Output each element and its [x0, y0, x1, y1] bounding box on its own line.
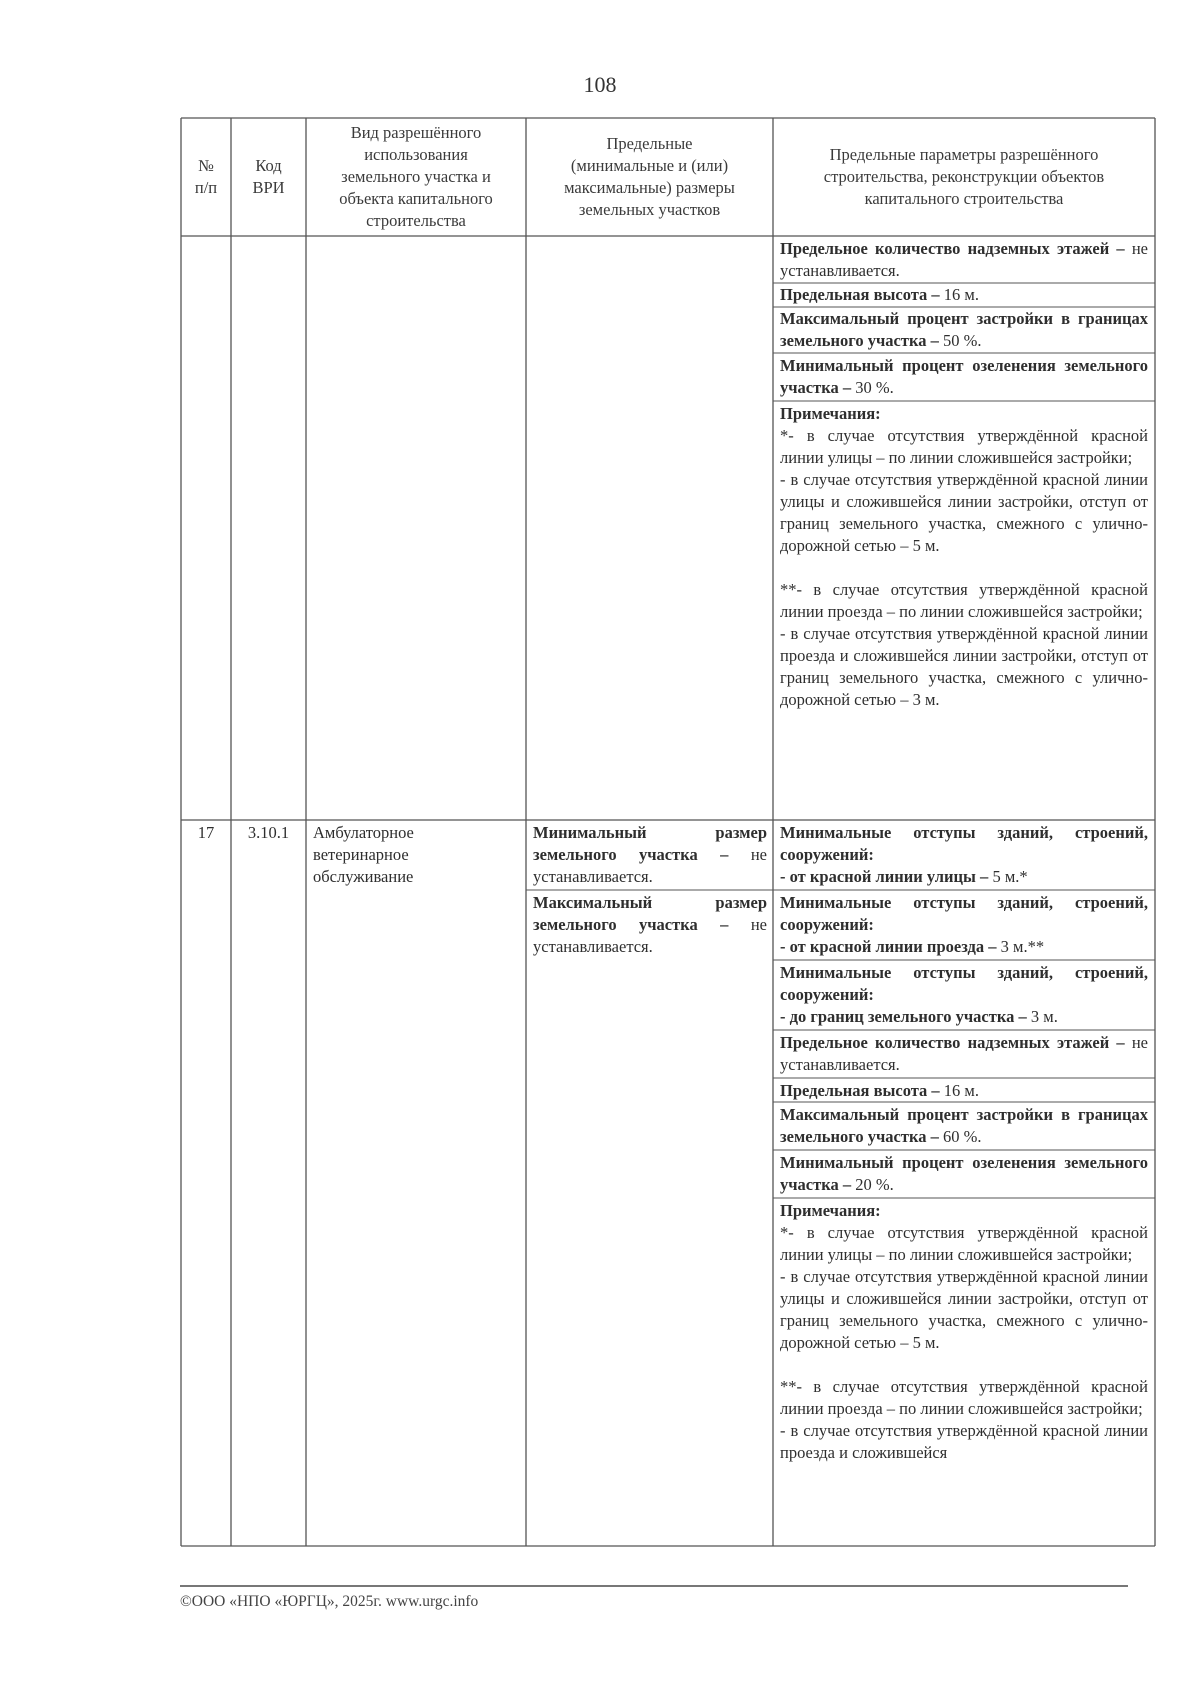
- footer-copyright: ©ООО «НПО «ЮРГЦ», 2025г. www.urgc.info: [180, 1593, 479, 1610]
- note-street-setback: - в случае отсутствия утверждённой красной линии улицы и сложившейся линии застройки, отступ от границ земельного участка, смежного с улично-дорожной сетью – 5 м.: [780, 1267, 1148, 1352]
- param-setback-street: Минимальные отступы зданий, строений, сооружений: - от красной линии улицы – 5 м.*: [780, 823, 1148, 886]
- param-setback-boundary: Минимальные отступы зданий, строений, сооружений: - до границ земельного участка – 3 м.: [780, 963, 1148, 1026]
- param-max-coverage: Максимальный процент застройки в границах земельного участка – 50 %.: [780, 309, 1148, 350]
- header-code: Код ВРИ: [252, 156, 285, 197]
- header-kind: Вид разрешённого использования земельного участка и объекта капитального строительства: [339, 123, 493, 230]
- size-min: Минимальный размер земельного участка – не устанавливается.: [533, 823, 767, 886]
- param-min-greening: Минимальный процент озеленения земельного участка – 30 %.: [780, 356, 1148, 397]
- size-max: Максимальный размер земельного участка – не устанавливается.: [533, 893, 767, 956]
- row-kind: Амбулаторное ветеринарное обслуживание: [313, 823, 414, 886]
- param-floors: Предельное количество надземных этажей – не устанавливается.: [780, 1033, 1148, 1074]
- param-height: Предельная высота – 16 м.: [780, 1081, 979, 1100]
- notes-block: [780, 403, 1148, 711]
- note-street-red-line: *- в случае отсутствия утверждённой красной линии улицы – по линии сложившейся застройки;: [780, 1223, 1148, 1264]
- page-number: 108: [583, 72, 617, 97]
- notes-block: [780, 1200, 1148, 1464]
- param-height: Предельная высота – 16 м.: [780, 285, 979, 304]
- header-num: № п/п: [194, 156, 218, 197]
- header-params: Предельные параметры разрешённого строительства, реконструкции объектов капитального строительства: [823, 145, 1105, 208]
- notes-title: Примечания:: [780, 1201, 881, 1220]
- notes-title: Примечания:: [780, 404, 881, 423]
- header-sizes: Предельные (минимальные и (или) максимальные) размеры земельных участков: [564, 134, 735, 219]
- param-setback-driveway: Минимальные отступы зданий, строений, сооружений: - от красной линии проезда – 3 м.**: [780, 893, 1148, 956]
- param-max-coverage: Максимальный процент застройки в границах земельного участка – 60 %.: [780, 1105, 1148, 1146]
- note-driveway-red-line: **- в случае отсутствия утверждённой красной линии проезда – по линии сложившейся застройки;: [780, 580, 1148, 621]
- row-code: 3.10.1: [247, 823, 290, 842]
- note-street-red-line: *- в случае отсутствия утверждённой красной линии улицы – по линии сложившейся застройки;: [780, 426, 1148, 467]
- row-number: 17: [197, 823, 215, 842]
- note-street-setback: - в случае отсутствия утверждённой красной линии улицы и сложившейся линии застройки, отступ от границ земельного участка, смежного с улично-дорожной сетью – 5 м.: [780, 470, 1148, 555]
- param-floors: Предельное количество надземных этажей – не устанавливается.: [780, 239, 1148, 280]
- note-driveway-setback: - в случае отсутствия утверждённой красной линии проезда и сложившейся линии застройки, отступ от границ земельного участка, смежного с улично-дорожной сетью – 3 м.: [780, 624, 1148, 709]
- footer-divider: [180, 1585, 1128, 1587]
- note-driveway-red-line: **- в случае отсутствия утверждённой красной линии проезда – по линии сложившейся застройки;: [780, 1377, 1148, 1418]
- note-driveway-setback: - в случае отсутствия утверждённой красной линии проезда и сложившейся: [780, 1421, 1148, 1462]
- param-min-greening: Минимальный процент озеленения земельного участка – 20 %.: [780, 1153, 1148, 1194]
